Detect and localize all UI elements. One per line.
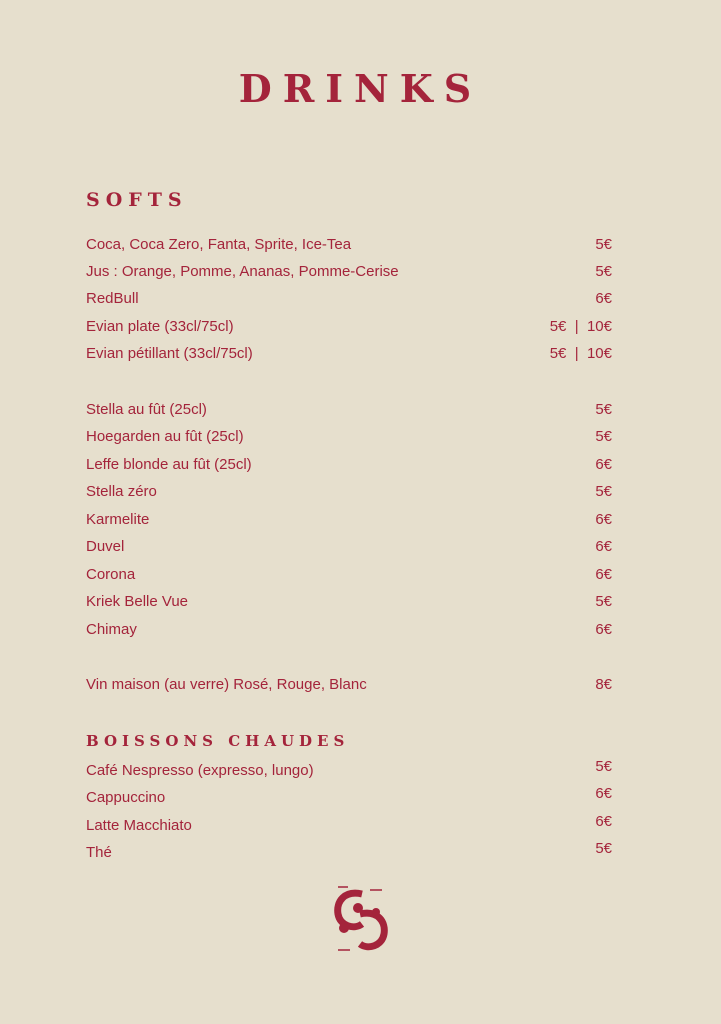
item-name: Kriek Belle Vue — [86, 593, 188, 610]
list-item — [86, 511, 612, 531]
item-price: 6€ — [595, 785, 612, 802]
item-name: Café Nespresso (expresso, lungo) — [86, 762, 314, 779]
item-price: 6€ — [595, 456, 612, 473]
item-price: 6€ — [595, 290, 612, 307]
list-item — [86, 428, 612, 448]
item-name: Evian plate (33cl/75cl) — [86, 318, 234, 335]
item-name: Cappuccino — [86, 789, 166, 806]
item-price: 5€ — [595, 593, 612, 610]
list-item — [86, 758, 612, 782]
list-item — [86, 840, 612, 864]
list-item — [86, 621, 612, 641]
item-price: 5€ — [595, 840, 612, 857]
list-item — [86, 566, 612, 586]
item-name: Thé — [86, 844, 112, 861]
item-name: Stella zéro — [86, 483, 157, 500]
item-name: Vin maison (au verre) Rosé, Rouge, Blanc — [86, 676, 367, 693]
list-item — [86, 401, 612, 421]
item-price: 5€ — [595, 236, 612, 253]
item-name: Duvel — [86, 538, 125, 555]
item-name: RedBull — [86, 290, 139, 307]
list-item — [86, 813, 612, 837]
list-item — [86, 263, 612, 283]
softs-heading: SOFTS — [86, 189, 188, 211]
item-price: 6€ — [595, 621, 612, 638]
item-name: Evian pétillant (33cl/75cl) — [86, 345, 253, 362]
list-item — [86, 318, 612, 338]
list-item — [86, 483, 612, 503]
list-item — [86, 785, 612, 809]
item-price: 5€ | 10€ — [549, 318, 612, 335]
item-name: Stella au fût (25cl) — [86, 401, 207, 418]
list-item — [86, 290, 612, 310]
list-item — [86, 236, 612, 256]
item-price: 6€ — [595, 511, 612, 528]
item-name: Leffe blonde au fût (25cl) — [86, 456, 252, 473]
item-price: 5€ | 10€ — [549, 345, 612, 362]
menu-title: DRINKS — [238, 66, 483, 111]
monogram-logo-icon — [332, 884, 390, 954]
item-name: Hoegarden au fût (25cl) — [86, 428, 244, 445]
hot-drinks-heading: BOISSONS CHAUDES — [86, 732, 350, 750]
item-price: 5€ — [595, 483, 612, 500]
item-price: 5€ — [595, 428, 612, 445]
item-name: Jus : Orange, Pomme, Ananas, Pomme-Cerise — [86, 263, 399, 280]
item-name: Karmelite — [86, 511, 150, 528]
item-name: Corona — [86, 566, 136, 583]
item-name: Coca, Coca Zero, Fanta, Sprite, Ice-Tea — [86, 236, 352, 253]
item-name: Chimay — [86, 621, 137, 638]
item-price: 5€ — [595, 401, 612, 418]
list-item — [86, 676, 612, 696]
list-item — [86, 593, 612, 613]
item-price: 5€ — [595, 263, 612, 280]
item-price: 8€ — [595, 676, 612, 693]
item-price: 6€ — [595, 813, 612, 830]
list-item — [86, 456, 612, 476]
item-price: 5€ — [595, 758, 612, 775]
item-price: 6€ — [595, 566, 612, 583]
item-name: Latte Macchiato — [86, 817, 192, 834]
list-item — [86, 538, 612, 558]
list-item — [86, 345, 612, 365]
item-price: 6€ — [595, 538, 612, 555]
